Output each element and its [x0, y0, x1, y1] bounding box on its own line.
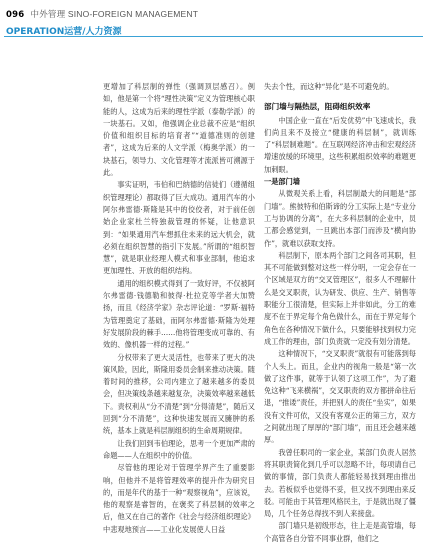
subsection-heading: 一是部门墙	[264, 177, 300, 187]
paragraph: 部门墙只是初级形态，往上走是高管墙，每个高管各自分管不同事业群，他们之	[264, 521, 416, 543]
section-heading: 部门墙与隔热层，阻碍组织效率	[264, 102, 371, 112]
section-title: OPERATION运营/人力资源	[6, 27, 122, 37]
paragraph: 事实证明，韦伯和巴纳德的信徒们（遵循组织管理理论）都取得了巨大成功。通用汽车的小阿尔弗雷德·斯隆是其中的佼佼者，对于前任创始企业家杜兰特独裁管理的怀疑，让他意识到：“如果通用汽车想抓住未来的远大机会，就必须在组织智慧的指引下发展。”所谓的“组织智慧”，就是职业经理人模式和事业部制，他追求更加理性、开放的组织结构。	[103, 180, 255, 276]
page-folio	[6, 8, 198, 20]
article-column-right	[264, 81, 416, 549]
paragraph: 中国企业一直在“后发优势”中飞速成长，我们尚且来不及接立“健康的科层制”，就训练了“科层制难题”。在互联网经济冲击和宏观经济增速放缓的环境里，这些积累组织效率的难题更加刺眼。	[264, 115, 416, 174]
paragraph: 更增加了科层制的弹性（强调顶层感召）。例如，他是第一个将“理性决策”定义为管理核心职能的人，这成为后来的理性学派（泰勒学派）的一块基石。又如，他强调企业总裁不应是“组织价值和组织目标的培育者”“道德准则的创建者”，这成为后来的人文学派（梅奥学派）的一块基石，领导力、文化管理等才流派皆可溯源于此。	[103, 82, 255, 178]
article-column-left	[103, 81, 255, 549]
paragraph: 科层制下，原本两个部门之间各司其职，但其不可能做到整对这些一样分明，一定会存在一个区域是双方的“交叉管理区”，很多人不理解什么是交叉职责，认为研发、供应、生产、销售等职能分工很清楚，但实际上并非如此，分工的难度不在于界定每个角色做什么，而在于界定每个角色在各种情况下做什么，只要能够找到权力完成工作的理由，部门负责就一定没有划分清楚。	[264, 250, 416, 346]
magazine-name: 中外管理 SINO-FOREIGN MANAGEMENT	[30, 9, 199, 19]
paragraph: 让我们回到韦伯理论，思考一个更加严肃的命题——人在组织中的价值。	[103, 438, 255, 460]
section-bar	[4, 24, 423, 37]
paragraph: 这种情况下，“交叉职责”就很有可能落到每个人头上。而且，企业内的视角一般是“第一次做了这件事，就等于认领了这项工作”，为了避免这种“飞来横祸”，交叉职责的双方都拼命往后退，“推诿”责任，并把别人的责任“坐实”，如果没有文件可依，又没有客观公正的第三方，双方之间就出现了厚厚的“部门墙”，而且还会越来越厚。	[264, 349, 416, 445]
paragraph: 尽管他的理论对于管理学界产生了重要影响，但他并不是将管理效率的提升作为研究目的，而是年代的基于一种“观察视角”，应该说，他的观察是睿智的，在褒奖了科层制的效率之后，他又在自己的著作《社会与经济组织理论》中悲观地预言——工业化发展使人日益	[103, 463, 255, 534]
paragraph: 失去个性，而这种“异化”是不可避免的。	[264, 82, 394, 91]
paragraph: 通用的组织模式得到了一致好评，不仅被阿尔弗雷德·钱德勒和彼得·杜拉克等学者大加赞扬，而且《经济学家》杂志评论道：“罗斯·福特为管理奠定了基础，而阿尔弗雷德·斯隆为处理好发展阶段的棘手……他将管理变成可靠的、有效的、像机器一样的过程。”	[103, 278, 255, 350]
paragraph: 从微观关系上看，科层制最大的问题是“部门墙”。熊彼特和伯斯谛的分工实际上是“专业分工与协调的分离”，在大多科层制的企业中，员工都会感觉到，一旦跳出本部门而涉及“横向协作”，就难以获取支持。	[264, 189, 416, 248]
paragraph: 分权带来了更大灵活性，也带来了更大的决策风险，因此，斯隆用委员会制来推动决策。随着时间的推移，公司内建立了越来越多的委员会，但决策线条越来越复杂，决策效率越来越低下。责权利从“分不清楚”到“分得清楚”，随后又回到“分不清楚”，这种快速发展而又臃肿的系统，基本上就是科层制组织的生命周期规律。	[103, 352, 255, 436]
page-number: 096	[6, 10, 25, 20]
paragraph: 我曾任职司的一家企业，某部门负责人居然将其职责简化到几乎可以忽略不计，每项请自己做的事情，部门负责人都能轻易找到理由推出去。若板似乎也觉得不妥，但又找不到理由来反驳。可能由于其管理风格民主，于是就出现了僵局，几个任务总得找不到人来接盘。	[264, 447, 416, 519]
page-header	[0, 0, 427, 40]
